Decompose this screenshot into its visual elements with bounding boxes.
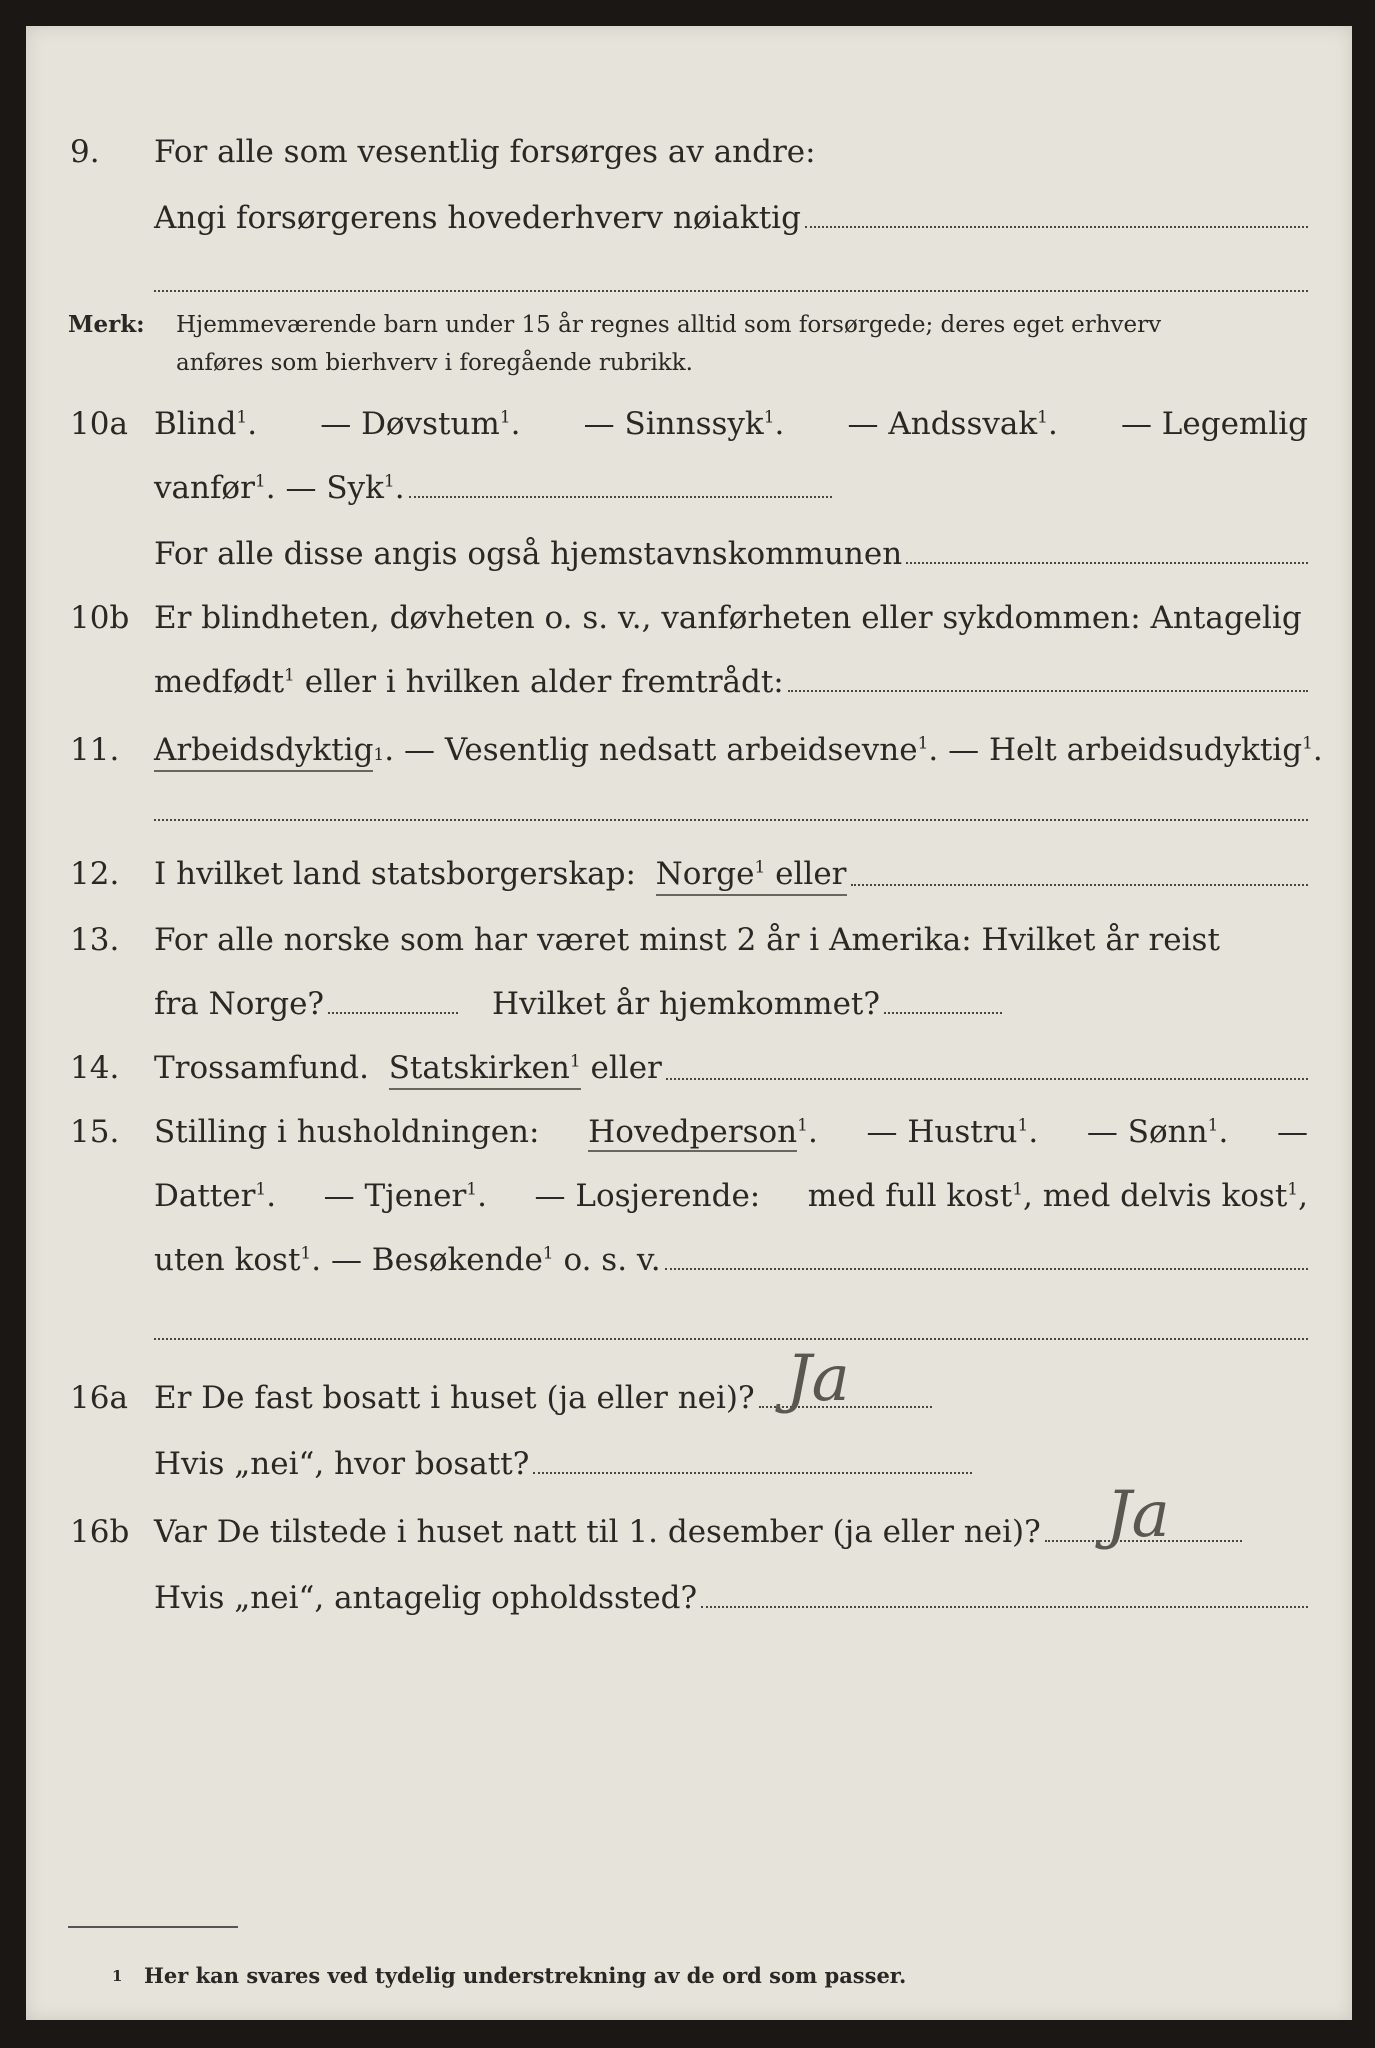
q10a-syk: — Syk$^1$. [285, 470, 405, 506]
q14-eller: eller [590, 1050, 662, 1086]
q16a-handwritten-answer: Ja [786, 1342, 850, 1416]
q16a-number: 16a [70, 1380, 128, 1416]
q9-number: 9. [70, 134, 100, 170]
q16a-bosatt-field[interactable] [533, 1471, 972, 1474]
q16b-handwritten-answer: Ja [1106, 1478, 1170, 1552]
q15-stilling: Stilling i husholdningen: [154, 1114, 540, 1150]
q15-full-kost: med full kost$^1$, med delvis kost$^1$, [807, 1178, 1308, 1214]
q15-hovedperson: Hovedperson [588, 1114, 798, 1150]
merk-text1: Hjemmeværende barn under 15 år regnes alltid som forsørgede; deres eget erhverv [176, 312, 1162, 338]
q15-osv: o. s. v. [563, 1242, 661, 1278]
q10a-dovstum: — Døvstum$^1$. [320, 406, 521, 442]
q11-number: 11. [70, 732, 120, 768]
q10a-blind: Blind$^1$. [154, 406, 258, 442]
q16a-text1: Er De fast bosatt i huset (ja eller nei)? [154, 1380, 755, 1416]
q12-text: I hvilket land statsborgerskap: [154, 856, 636, 892]
q15-besokende: — Besøkende$^1$ [330, 1242, 554, 1278]
q10b-field[interactable] [788, 689, 1308, 692]
merk-text2: anføres som bierhverv i foregående rubrikk. [176, 350, 693, 376]
q10b-number: 10b [70, 600, 130, 636]
q16a-text2: Hvis „nei“, hvor bosatt? [154, 1446, 530, 1482]
q15-losjerende: — Losjerende: [534, 1178, 761, 1214]
q13-number: 13. [70, 922, 120, 958]
q10a-vanfor: vanfør$^1$. [154, 470, 276, 506]
q14-field[interactable] [666, 1077, 1308, 1080]
q15-dash: — [1277, 1114, 1308, 1150]
q11-nedsatt: — Vesentlig nedsatt arbeidsevne$^1$. [403, 732, 939, 768]
q16b-opholdssted-field[interactable] [701, 1605, 1308, 1608]
q9-answer-field[interactable] [805, 225, 1308, 228]
q15-number: 15. [70, 1114, 120, 1150]
q11-arbeidsdyktig: Arbeidsdyktig [154, 730, 373, 772]
q10b-text2b: eller i hvilken alder fremtrådt: [304, 664, 784, 700]
q15-datter: Datter$^1$. [154, 1178, 277, 1214]
q9-rule [154, 290, 1308, 292]
q14-text: Trossamfund. [154, 1050, 369, 1086]
q15-tjener: — Tjener$^1$. [323, 1178, 487, 1214]
q16b-text1: Var De tilstede i huset natt til 1. desember (ja eller nei)? [154, 1514, 1041, 1550]
q12-number: 12. [70, 856, 120, 892]
q9-text2: Angi forsørgerens hovederhverv nøiaktig [154, 200, 801, 236]
q9-text1: For alle som vesentlig forsørges av andre: [154, 134, 816, 170]
q12-field[interactable] [851, 883, 1309, 886]
q10a-number: 10a [70, 406, 128, 442]
q10a-sinnssyk: — Sinnssyk$^1$. [583, 406, 785, 442]
q10a-andssvak: — Andssvak$^1$. [847, 406, 1058, 442]
q15-hustru: — Hustru$^1$. [866, 1114, 1039, 1150]
footnote-mark: 1 [112, 1967, 123, 1985]
q14-statskirken: Statskirken$^1$ [389, 1048, 581, 1090]
q14-number: 14. [70, 1050, 120, 1086]
q10a-text3: For alle disse angis også hjemstavnskommunen [154, 536, 903, 572]
q13-text1: For alle norske som har været minst 2 år i Amerika: Hvilket år reist [154, 922, 1220, 958]
q13-reist-field[interactable] [328, 1011, 458, 1014]
q11-rule [154, 819, 1308, 821]
q13-reist: fra Norge? [154, 986, 325, 1022]
census-form-page: 9. For alle som vesentlig forsørges av andre: Angi forsørgerens hovederhverv nøiaktig Merk: Hjemmeværende barn under 15 år regnes alltid som forsørgede; deres eget erhverv anføres som bierhverv i foregående rubrikk. 10a Blind$^1$. — Døvstum$^1$. — Sinnssyk$^1$. — Andssvak$^1$. — Legemlig vanfør$^1$. — Syk$^1$. For alle disse angis også hjemstavnskommunen 10b Er blindheten, døvheten o. s. v., vanførheten eller sykdommen: Antagelig medfødt$^1$ eller i hvilken alder fremtrådt: 11. Arbeidsdyktig 1 . — Vesentlig nedsatt arbeidsevne$^1$. — Helt arbeidsudyktig$^1$. 12. I hvilket land statsborgerskap: Norge$^1$ eller 13. For alle norske som har været minst 2 år i Amerika: Hvilket år reist fra Norge? Hvilket år hjemkommet? 14. Trossamfund. Statskirken$^1$ eller 15. Stilling i husholdningen: Hovedperson$^1$. — Hustru$^1$. — Sønn$^1$. — Datter$^1$. — Tjener$^1$. — Losjerende: med full kost$^1$, med delvis kost$^1$, uten kost$^1$. — Besøkende$^1$ o. s. v. 16a Er De fast bosatt i huset (ja eller nei)? Ja Hvis „nei“, hvor bosatt? 16b Var De tilstede i huset natt til 1. desember (ja eller nei)? Ja Hvis „nei“, antagelig opholdssted? 1 Her kan svares ved tydelig understrekning av de ord som passer. [26, 26, 1352, 2020]
q15-rule [154, 1338, 1308, 1340]
q10a-syk-field[interactable] [409, 495, 832, 498]
q10a-legemlig: — Legemlig [1120, 406, 1308, 442]
q16b-text2: Hvis „nei“, antagelig opholdssted? [154, 1580, 698, 1616]
q10b-text1: Er blindheten, døvheten o. s. v., vanførheten eller sykdommen: Antagelig [154, 600, 1302, 636]
q10a-hjemstavn-field[interactable] [906, 561, 1308, 564]
q10b-medfodt: medfødt$^1$ [154, 664, 295, 700]
q15-sonn: — Sønn$^1$. [1086, 1114, 1229, 1150]
q13-hjemkommet: Hvilket år hjemkommet? [492, 986, 881, 1022]
q11-udyktig: — Helt arbeidsudyktig$^1$. [948, 732, 1323, 768]
q12-norge: Norge$^1$ eller [656, 854, 847, 896]
q13-hjemkommet-field[interactable] [884, 1011, 1002, 1014]
q15-field[interactable] [665, 1267, 1308, 1270]
merk-label: Merk: [68, 311, 145, 338]
footnote-text: Her kan svares ved tydelig understrekning av de ord som passer. [144, 1963, 907, 1988]
q15-uten-kost: uten kost$^1$. [154, 1242, 322, 1278]
q16b-number: 16b [70, 1514, 130, 1550]
footnote-rule [68, 1926, 238, 1928]
